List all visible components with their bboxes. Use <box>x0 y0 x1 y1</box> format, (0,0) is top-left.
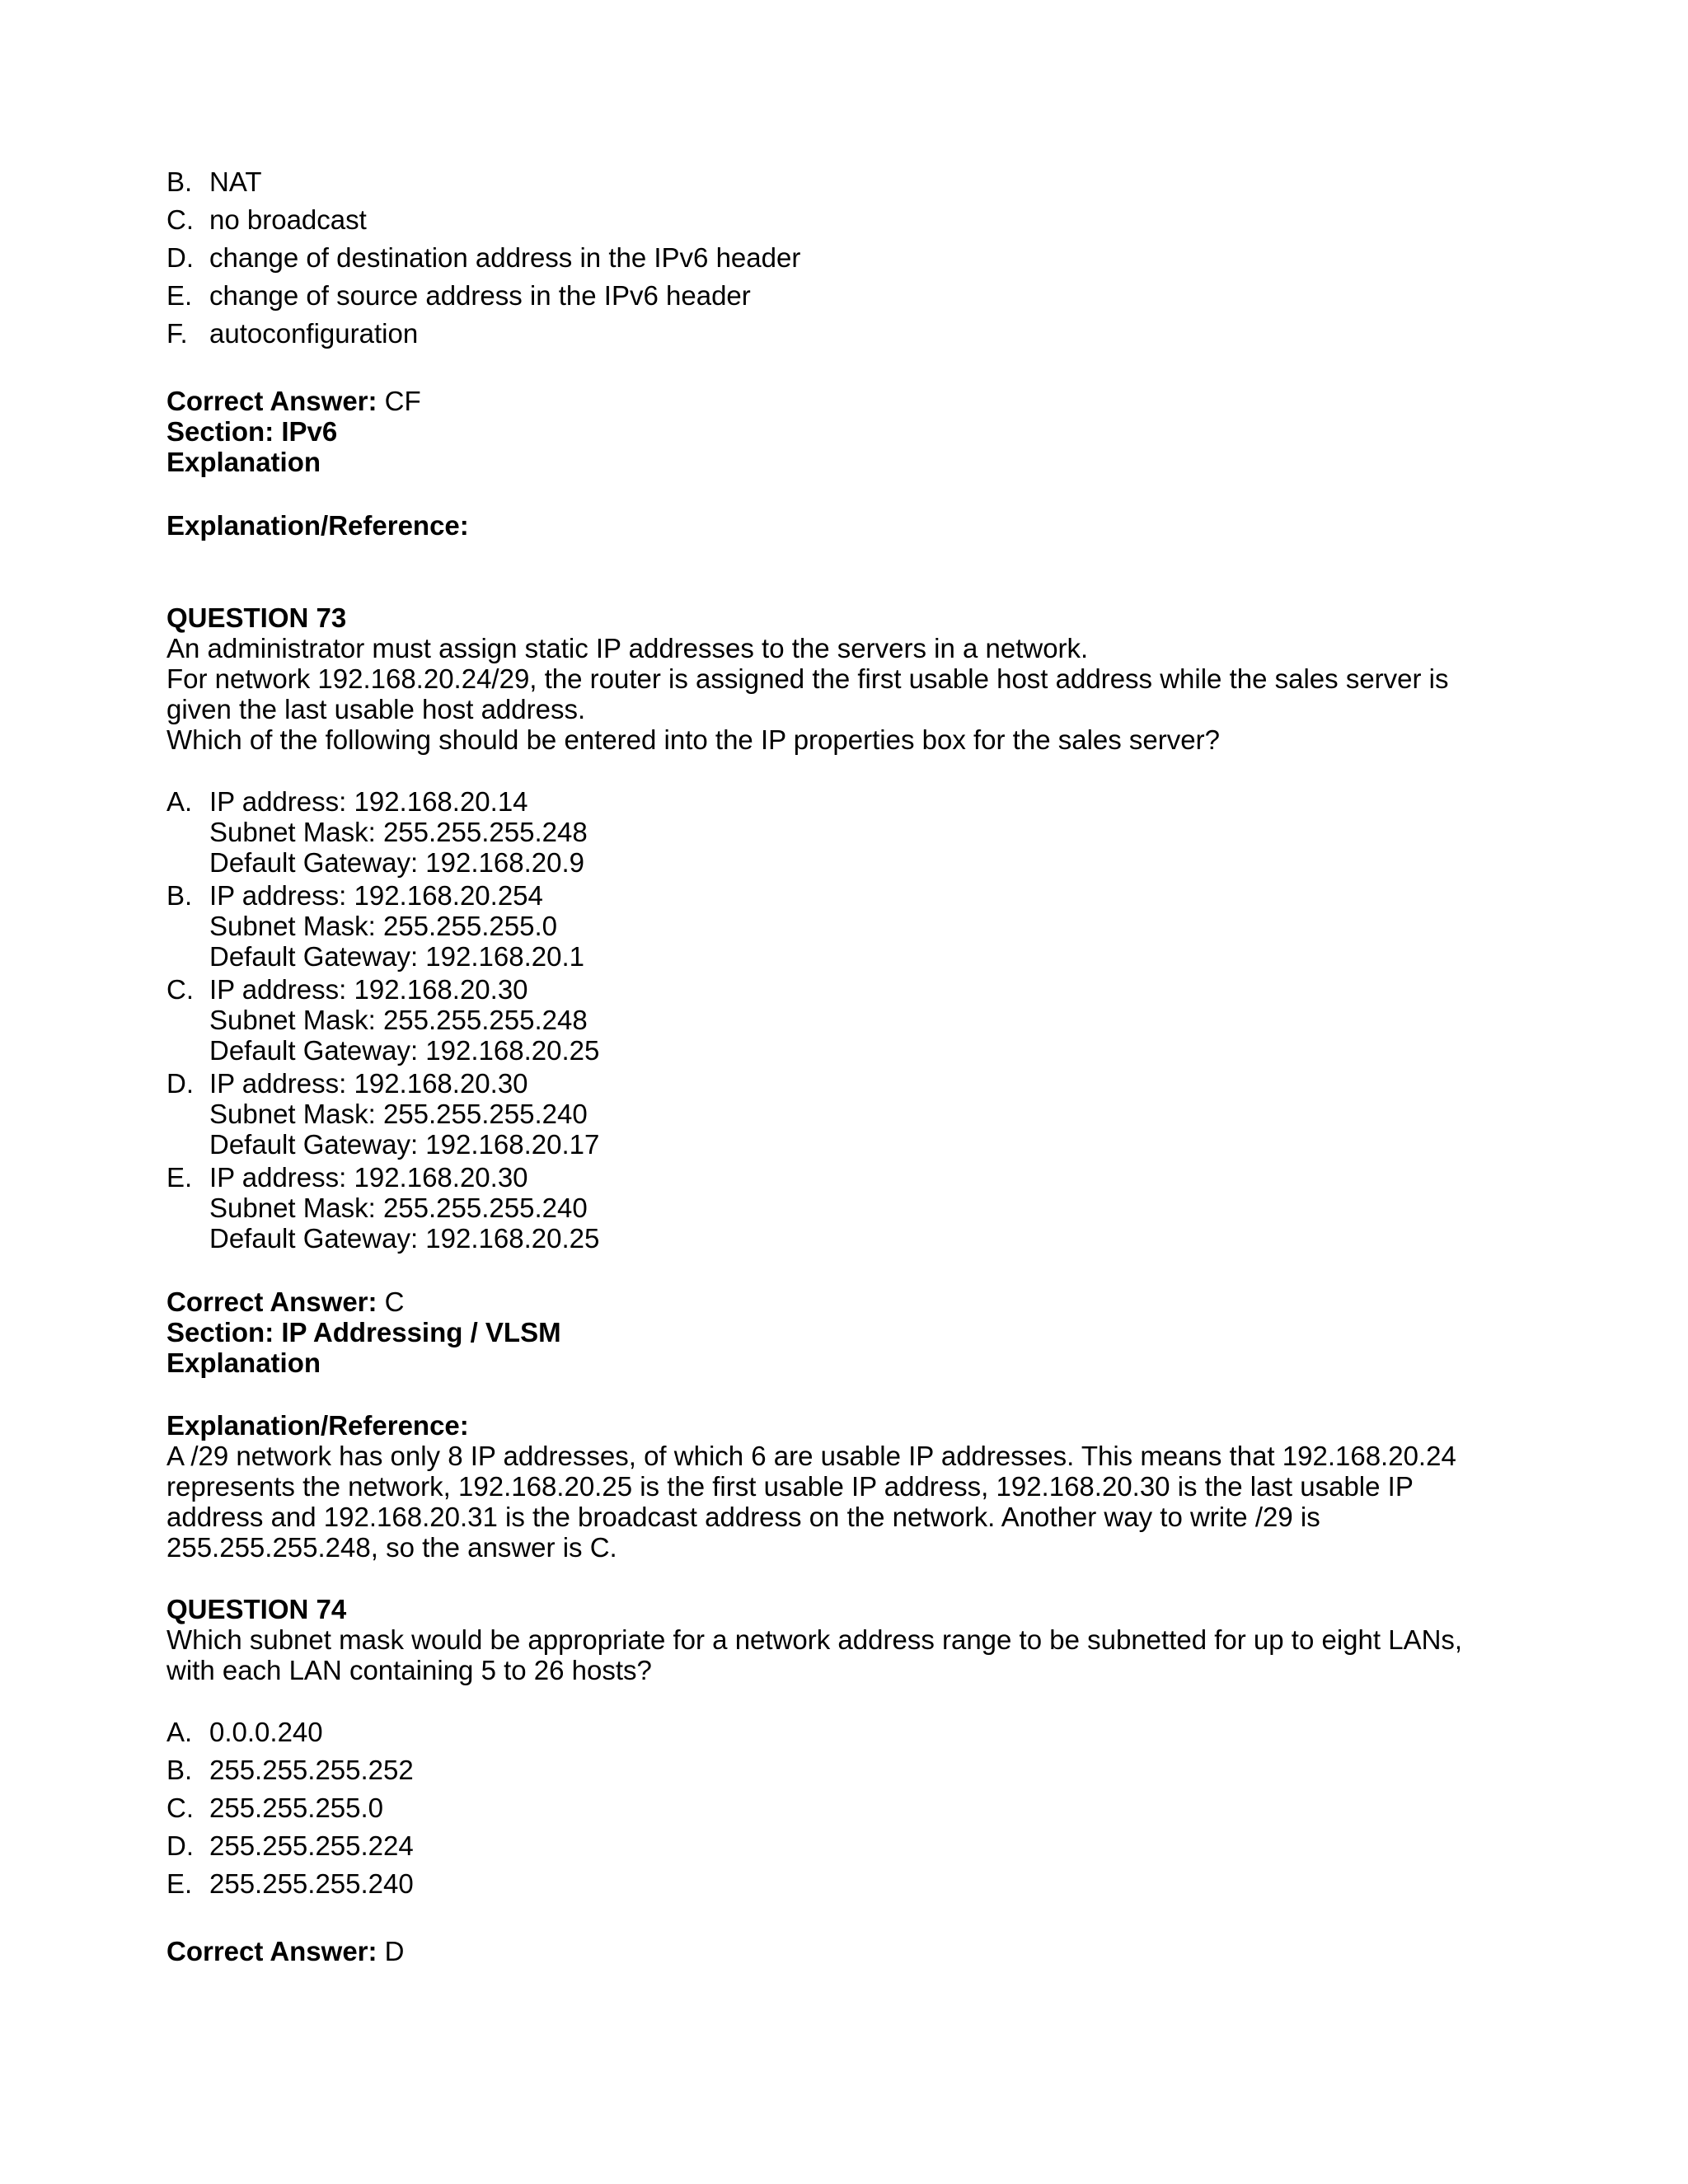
q73-explanation-text: A /29 network has only 8 IP addresses, of which 6 are usable IP addresses. This means that 192.168.20.24 represents the network, 192.168.20.25 is the first usable IP address, 192.168.20.30 is the last usable IP address and 192.168.20.31 is the broadcast address on the network. Another way to write /29 is 255.255.255.248, so the answer is C. <box>166 1441 1456 1563</box>
q72-section: Section: IPv6 <box>166 416 338 447</box>
correct-answer-label: Correct Answer: <box>166 1936 377 1966</box>
option-text <box>209 1162 1485 1254</box>
option-text: change of source address in the IPv6 header <box>209 280 751 311</box>
q72-option-e <box>166 280 1485 311</box>
q73-explanation-reference: Explanation/Reference: <box>166 1410 469 1441</box>
option-line: Default Gateway: 192.168.20.1 <box>209 941 584 972</box>
q74-option-a <box>166 1717 1485 1747</box>
question-title: QUESTION 73 <box>166 602 347 633</box>
option-line: IP address: 192.168.20.14 <box>209 786 528 817</box>
option-line: IP address: 192.168.20.30 <box>209 1162 528 1193</box>
option-text: autoconfiguration <box>209 318 419 349</box>
question-74 <box>166 1594 1485 1966</box>
q72-options <box>166 166 1485 349</box>
option-text: 255.255.255.224 <box>209 1830 414 1861</box>
question-73 <box>166 602 1485 1563</box>
q74-correct-answer <box>166 1936 1485 1966</box>
option-line: Subnet Mask: 255.255.255.240 <box>209 1099 588 1129</box>
option-letter: B. <box>166 880 193 911</box>
q72-answer-block <box>166 386 1485 541</box>
option-letter: A. <box>166 1717 193 1747</box>
option-line: IP address: 192.168.20.254 <box>209 880 543 911</box>
option-line: IP address: 192.168.20.30 <box>209 1068 528 1099</box>
option-line: Default Gateway: 192.168.20.9 <box>209 847 584 878</box>
q74-options <box>166 1717 1485 1899</box>
correct-answer-value: C <box>377 1286 405 1317</box>
option-letter: C. <box>166 1793 194 1823</box>
q73-option-d <box>166 1068 1485 1160</box>
option-line: Subnet Mask: 255.255.255.248 <box>209 1005 588 1035</box>
q73-option-e <box>166 1162 1485 1254</box>
q73-option-a <box>166 786 1485 878</box>
option-text: 255.255.255.240 <box>209 1868 414 1899</box>
question-stem: Which subnet mask would be appropriate for a network address range to be subnetted for up to eight LANs, with each LAN containing 5 to 26 hosts? <box>166 1624 1463 1685</box>
option-line: Subnet Mask: 255.255.255.248 <box>209 817 588 847</box>
q73-correct-answer <box>166 1286 1485 1317</box>
option-letter: E. <box>166 1868 193 1899</box>
option-letter: C. <box>166 974 194 1005</box>
q72-option-b <box>166 166 1485 197</box>
option-text <box>209 1068 1485 1160</box>
option-line: Default Gateway: 192.168.20.25 <box>209 1223 600 1254</box>
option-text: 0.0.0.240 <box>209 1717 323 1747</box>
q72-explanation-reference: Explanation/Reference: <box>166 510 469 541</box>
q74-option-e <box>166 1868 1485 1899</box>
q73-answer-block <box>166 1286 1485 1563</box>
option-letter: B. <box>166 166 193 197</box>
question-stem-line: Which of the following should be entered into the IP properties box for the sales server? <box>166 724 1220 755</box>
q72-option-c <box>166 204 1485 235</box>
option-letter: F. <box>166 318 188 349</box>
question-stem-line: An administrator must assign static IP addresses to the servers in a network. <box>166 633 1089 663</box>
option-letter: E. <box>166 1162 193 1193</box>
option-letter: D. <box>166 242 194 273</box>
q72-option-d <box>166 242 1485 273</box>
option-line: Default Gateway: 192.168.20.25 <box>209 1035 600 1066</box>
option-text: NAT <box>209 166 262 197</box>
option-line: Subnet Mask: 255.255.255.240 <box>209 1193 588 1223</box>
option-text: no broadcast <box>209 204 367 235</box>
correct-answer-label: Correct Answer: <box>166 386 377 416</box>
option-letter: C. <box>166 204 194 235</box>
option-text <box>209 786 1485 878</box>
correct-answer-value: D <box>377 1936 405 1966</box>
option-text: 255.255.255.0 <box>209 1793 384 1823</box>
q72-option-f <box>166 318 1485 349</box>
option-text <box>209 880 1485 972</box>
option-letter: E. <box>166 280 193 311</box>
question-title: QUESTION 74 <box>166 1594 347 1624</box>
option-letter: A. <box>166 786 193 817</box>
option-text <box>209 974 1485 1066</box>
correct-answer-value: CF <box>377 386 421 416</box>
correct-answer-label: Correct Answer: <box>166 1286 377 1317</box>
option-letter: D. <box>166 1830 194 1861</box>
option-letter: B. <box>166 1755 193 1785</box>
q72-explanation-heading: Explanation <box>166 447 321 477</box>
q74-option-b <box>166 1755 1485 1785</box>
question-stem-line: For network 192.168.20.24/29, the router is assigned the first usable host address while the sales server is given the last usable host address. <box>166 663 1449 724</box>
q73-section: Section: IP Addressing / VLSM <box>166 1317 561 1347</box>
q72-correct-answer <box>166 386 1485 416</box>
q73-options <box>166 786 1485 1254</box>
page-content <box>166 166 1485 1966</box>
q73-option-b <box>166 880 1485 972</box>
option-line: IP address: 192.168.20.30 <box>209 974 528 1005</box>
option-text: change of destination address in the IPv6 header <box>209 242 801 273</box>
q74-option-c <box>166 1793 1485 1823</box>
q73-option-c <box>166 974 1485 1066</box>
q73-explanation-heading: Explanation <box>166 1347 321 1378</box>
option-text: 255.255.255.252 <box>209 1755 414 1785</box>
option-letter: D. <box>166 1068 194 1099</box>
option-line: Subnet Mask: 255.255.255.0 <box>209 911 557 941</box>
option-line: Default Gateway: 192.168.20.17 <box>209 1129 600 1160</box>
q74-option-d <box>166 1830 1485 1861</box>
